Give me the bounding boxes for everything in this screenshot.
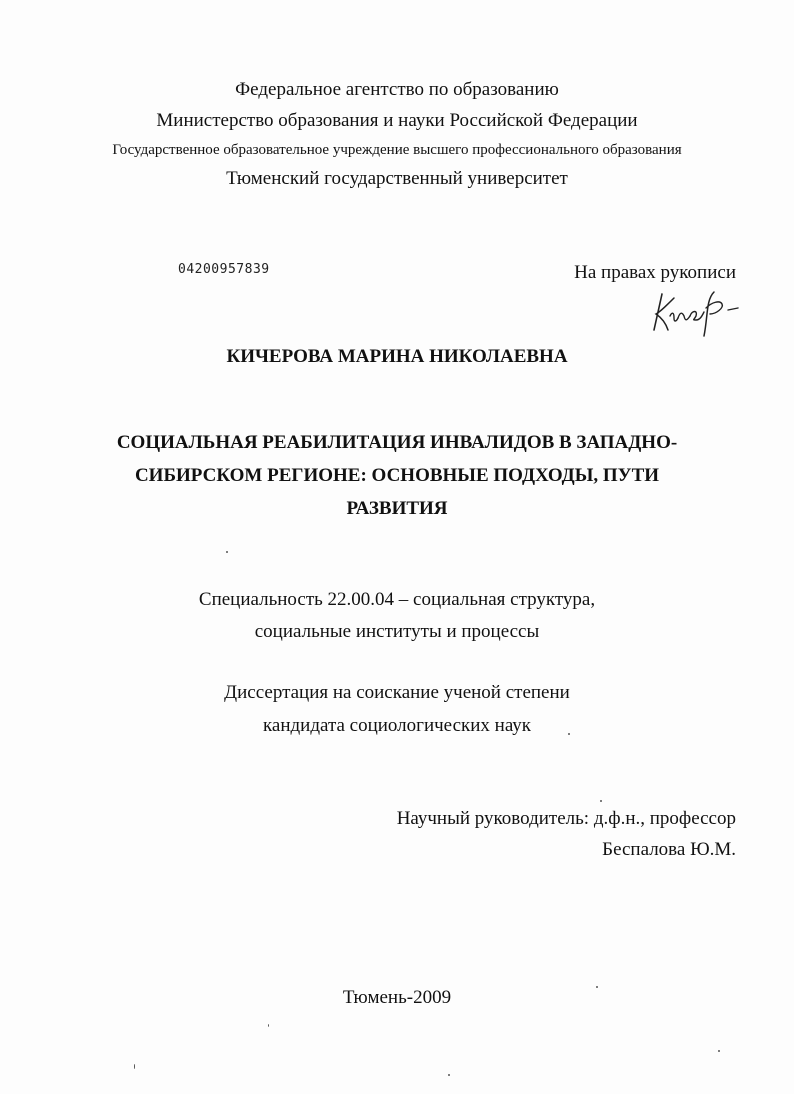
scan-speck	[718, 1050, 720, 1052]
scan-speck	[134, 1064, 135, 1069]
title-line: СОЦИАЛЬНАЯ РЕАБИЛИТАЦИЯ ИНВАЛИДОВ В ЗАПАДНО-	[116, 432, 678, 453]
ministry-line: Министерство образования и науки Российской Федерации	[156, 110, 638, 131]
place-year: Тюмень-2009	[342, 987, 452, 1008]
university-line: Тюменский государственный университет	[226, 168, 568, 189]
signature-image	[648, 286, 744, 338]
scan-speck	[448, 1074, 450, 1076]
scan-speck	[568, 733, 570, 735]
author-name: КИЧЕРОВА МАРИНА НИКОЛАЕВНА	[226, 346, 568, 367]
scan-speck	[268, 1024, 269, 1027]
rights-note: На правах рукописи	[574, 262, 736, 283]
institution-line: Государственное образовательное учреждение высшего профессионального образования	[112, 142, 682, 158]
specialty-line-1: Специальность 22.00.04 – социальная структура,	[198, 589, 596, 610]
scan-speck	[226, 551, 228, 553]
scan-speck	[600, 800, 602, 802]
title-line: СИБИРСКОМ РЕГИОНЕ: ОСНОВНЫЕ ПОДХОДЫ, ПУТИ	[134, 465, 660, 486]
degree-line-2: кандидата социологических наук	[262, 715, 532, 736]
dissertation-title	[100, 426, 694, 525]
agency-line: Федеральное агентство по образованию	[235, 79, 559, 100]
scan-speck	[596, 986, 598, 988]
degree-line-1: Диссертация на соискание ученой степени	[224, 682, 570, 703]
supervisor-line-1: Научный руководитель: д.ф.н., профессор	[396, 808, 736, 829]
specialty-line-2: социальные институты и процессы	[254, 621, 540, 642]
title-line: РАЗВИТИЯ	[346, 498, 448, 519]
catalog-code: 04200957839	[178, 262, 270, 277]
supervisor-line-2: Беспалова Ю.М.	[602, 839, 736, 860]
